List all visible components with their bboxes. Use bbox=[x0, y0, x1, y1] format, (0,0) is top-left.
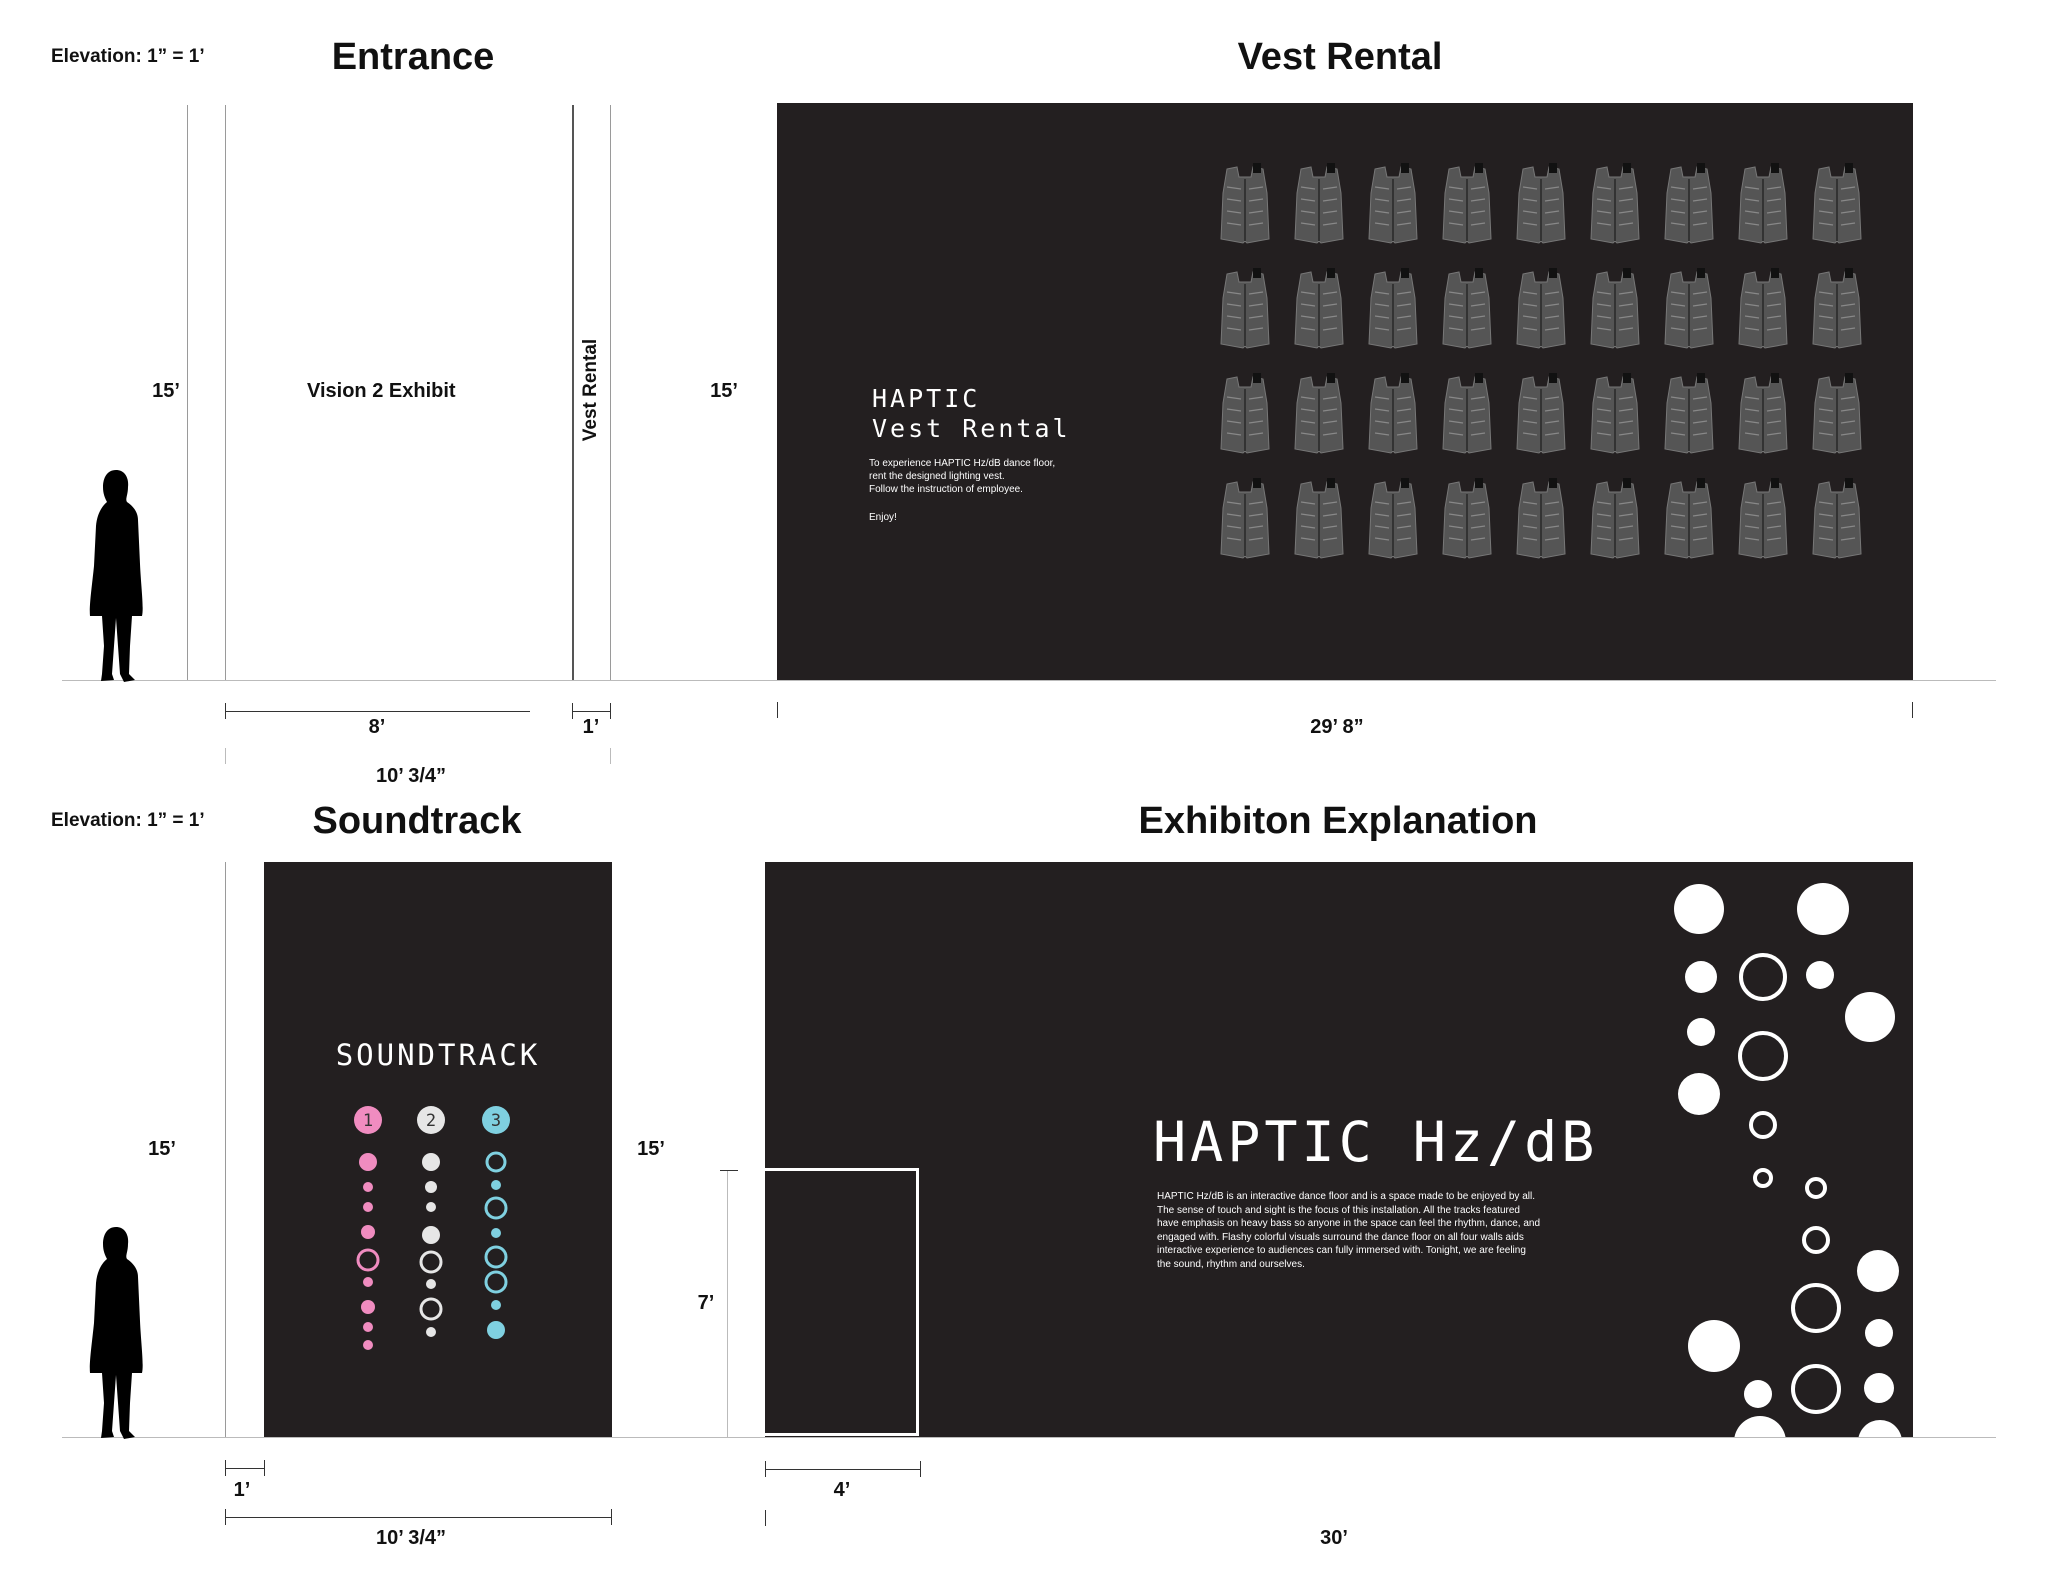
door-height-line bbox=[727, 1170, 728, 1437]
vest-icon bbox=[1291, 163, 1347, 245]
vest-icon bbox=[1587, 163, 1643, 245]
dim-tick bbox=[777, 702, 778, 718]
dim-line-8 bbox=[225, 711, 530, 712]
exhibition-explanation-wall bbox=[765, 862, 1913, 1437]
vest-icon bbox=[1735, 163, 1791, 245]
vest-icon bbox=[1809, 268, 1865, 350]
bubble-shape bbox=[1864, 1373, 1894, 1403]
track-beat-dot bbox=[426, 1327, 436, 1337]
decorative-bubbles bbox=[765, 862, 1913, 1437]
vest-icon bbox=[1513, 163, 1569, 245]
track-beat-dot bbox=[359, 1153, 377, 1171]
human-scale-silhouette-icon bbox=[86, 468, 146, 684]
vest-icon bbox=[1661, 373, 1717, 455]
wall-edge-line bbox=[187, 105, 188, 680]
track-beat-dot bbox=[487, 1153, 505, 1171]
door-height-label: 7’ bbox=[697, 1292, 715, 1314]
track-beat-dot bbox=[421, 1252, 441, 1272]
bubble-shape bbox=[1685, 961, 1717, 993]
entrance-left-line bbox=[225, 105, 226, 680]
track-beat-dot bbox=[363, 1182, 373, 1192]
ground-line-bottom bbox=[62, 1437, 1996, 1438]
vest-icon bbox=[1513, 268, 1569, 350]
height-label-explanation: 15’ bbox=[637, 1138, 665, 1160]
track-beat-dot bbox=[363, 1202, 373, 1212]
track-beat-dot bbox=[486, 1272, 506, 1292]
dim-tick bbox=[264, 1460, 265, 1476]
vest-icon bbox=[1217, 478, 1273, 560]
scale-label-bottom: Elevation: 1” = 1’ bbox=[51, 810, 205, 831]
track-beat-dot bbox=[426, 1279, 436, 1289]
ring-shape bbox=[1741, 955, 1785, 999]
bubble-shape bbox=[1744, 1380, 1772, 1408]
dim-label-8: 8’ bbox=[368, 716, 386, 738]
track-beat-dot bbox=[425, 1181, 437, 1193]
vest-icon bbox=[1365, 478, 1421, 560]
track-number-label: 2 bbox=[425, 1111, 437, 1131]
height-label-soundtrack: 15’ bbox=[148, 1138, 176, 1160]
vest-icon bbox=[1217, 373, 1273, 455]
track-beat-dot bbox=[358, 1250, 378, 1270]
vest-icon bbox=[1365, 373, 1421, 455]
dim-tick bbox=[572, 703, 573, 719]
vest-icon bbox=[1439, 373, 1495, 455]
explanation-line: engaged with. Flashy colorful visuals surround the dance floor on all four walls aids bbox=[1157, 1231, 1524, 1243]
vest-icon bbox=[1291, 373, 1347, 455]
track-number-label: 1 bbox=[362, 1111, 374, 1131]
dim-tick bbox=[765, 1461, 766, 1477]
track-number-label: 3 bbox=[490, 1111, 502, 1131]
vest-icon bbox=[1735, 478, 1791, 560]
dim-label-30: 30’ bbox=[1320, 1527, 1348, 1549]
dim-line-10-34-bottom bbox=[225, 1517, 611, 1518]
bubble-shape bbox=[1674, 884, 1724, 934]
track-beat-dot bbox=[421, 1299, 441, 1319]
vest-icon bbox=[1365, 268, 1421, 350]
vest-icon bbox=[1809, 163, 1865, 245]
soundtrack-title: Soundtrack bbox=[312, 800, 522, 842]
vest-icon bbox=[1439, 478, 1495, 560]
track-beat-dot bbox=[422, 1226, 440, 1244]
track-beat-dot bbox=[361, 1300, 375, 1314]
explanation-line: The sense of touch and sight is the focus of this installation. All the tracks featured bbox=[1157, 1204, 1520, 1216]
dim-label-10-34-top: 10’ 3/4” bbox=[375, 765, 447, 787]
scale-label-top: Elevation: 1” = 1’ bbox=[51, 46, 205, 67]
dim-tick bbox=[611, 1509, 612, 1525]
bubble-shape bbox=[1687, 1018, 1715, 1046]
vision-exhibit-label: Vision 2 Exhibit bbox=[307, 380, 456, 402]
explanation-line: the sound, rhythm and ourselves. bbox=[1157, 1258, 1305, 1270]
track-beat-dot bbox=[363, 1340, 373, 1350]
sign-body-line2: rent the designed lighting vest. bbox=[869, 471, 1005, 482]
soundtrack-heading: SOUNDTRACK bbox=[335, 1038, 541, 1072]
ground-line-top bbox=[62, 680, 1996, 681]
vest-icon bbox=[1661, 478, 1717, 560]
vest-icon bbox=[1291, 268, 1347, 350]
dim-tick bbox=[225, 703, 226, 719]
track-beat-dot bbox=[491, 1180, 501, 1190]
vest-icon bbox=[1735, 268, 1791, 350]
track-beat-dot bbox=[422, 1153, 440, 1171]
explanation-line: HAPTIC Hz/dB is an interactive dance floor and is a space made to be enjoyed by all. bbox=[1157, 1191, 1535, 1202]
dim-label-1-bottom: 1’ bbox=[233, 1479, 251, 1501]
track-beat-dot bbox=[487, 1321, 505, 1339]
track-beat-dot bbox=[363, 1322, 373, 1332]
ring-shape bbox=[1793, 1285, 1839, 1331]
ring-shape bbox=[1804, 1228, 1828, 1252]
dim-label-4: 4’ bbox=[833, 1479, 851, 1501]
track-beat-dot bbox=[491, 1300, 501, 1310]
dim-label-29-8: 29’ 8” bbox=[1310, 716, 1364, 738]
bubble-shape bbox=[1865, 1319, 1893, 1347]
vest-icon bbox=[1513, 478, 1569, 560]
bubble-shape bbox=[1845, 992, 1895, 1042]
height-label-vest-rental: 15’ bbox=[710, 380, 738, 402]
ring-shape bbox=[1751, 1113, 1775, 1137]
bubble-shape bbox=[1857, 1250, 1899, 1292]
vest-icon bbox=[1439, 268, 1495, 350]
dim-label-1-top: 1’ bbox=[582, 716, 600, 738]
sign-title-line1: HAPTIC bbox=[872, 384, 981, 413]
ring-shape bbox=[1807, 1179, 1825, 1197]
dim-line-4 bbox=[765, 1469, 920, 1470]
bubble-shape bbox=[1678, 1073, 1720, 1115]
vest-icon bbox=[1809, 373, 1865, 455]
vest-icon bbox=[1587, 373, 1643, 455]
dim-tick bbox=[225, 748, 226, 764]
ring-shape bbox=[1740, 1033, 1786, 1079]
ring-shape bbox=[1755, 1170, 1771, 1186]
track-beat-dot bbox=[486, 1198, 506, 1218]
vest-rental-vertical-label: Vest Rental bbox=[580, 338, 601, 442]
vest-icon bbox=[1439, 163, 1495, 245]
bubble-shape bbox=[1806, 961, 1834, 989]
vest-icon bbox=[1809, 478, 1865, 560]
vest-icon bbox=[1291, 478, 1347, 560]
vest-icon bbox=[1735, 373, 1791, 455]
entrance-title: Entrance bbox=[331, 36, 495, 78]
dim-line-1-top bbox=[572, 711, 610, 712]
soundtrack-left-line bbox=[225, 862, 226, 1437]
track-beat-dot bbox=[361, 1225, 375, 1239]
vest-icon bbox=[1587, 268, 1643, 350]
sign-enjoy: Enjoy! bbox=[869, 512, 897, 523]
explanation-line: have emphasis on heavy bass so anyone in the space can feel the rhythm, dance, and bbox=[1157, 1218, 1541, 1229]
dim-tick bbox=[765, 1510, 766, 1526]
dim-line-1-bottom bbox=[225, 1468, 264, 1469]
vest-rental-wall bbox=[777, 103, 1913, 680]
track-beat-dot bbox=[363, 1277, 373, 1287]
explanation-line: interactive experience to audiences can fully immersed with. Tonight, we are feeling bbox=[1157, 1245, 1526, 1256]
height-label-entrance: 15’ bbox=[152, 380, 180, 402]
track-beat-dot bbox=[426, 1202, 436, 1212]
bubble-shape bbox=[1688, 1320, 1740, 1372]
vest-grid bbox=[1217, 163, 1882, 563]
exhibition-explanation-title: Exhibiton Explanation bbox=[1138, 800, 1538, 842]
soundtrack-wall bbox=[264, 862, 612, 1437]
dim-tick bbox=[1912, 702, 1913, 718]
vest-icon bbox=[1661, 268, 1717, 350]
soundtrack-track-columns bbox=[264, 862, 612, 1437]
vest-icon bbox=[1365, 163, 1421, 245]
bubble-shape bbox=[1734, 1416, 1786, 1437]
dim-tick bbox=[225, 1460, 226, 1476]
dim-tick bbox=[720, 1170, 738, 1171]
sign-body-line3: Follow the instruction of employee. bbox=[869, 484, 1023, 495]
dim-tick bbox=[610, 703, 611, 719]
track-beat-dot bbox=[491, 1228, 501, 1238]
haptic-heading: HAPTIC Hz/dB bbox=[1153, 1110, 1599, 1174]
dim-tick bbox=[225, 1509, 226, 1525]
track-beat-dot bbox=[486, 1247, 506, 1267]
bubble-shape bbox=[1797, 883, 1849, 935]
entrance-right-line bbox=[572, 105, 574, 680]
dim-label-10-34-bottom: 10’ 3/4” bbox=[375, 1527, 447, 1549]
vest-icon bbox=[1587, 478, 1643, 560]
dim-tick bbox=[610, 748, 611, 764]
ring-shape bbox=[1793, 1366, 1839, 1412]
sign-title-line2: Vest Rental bbox=[872, 414, 1071, 443]
vest-icon bbox=[1217, 163, 1273, 245]
sign-body-line1: To experience HAPTIC Hz/dB dance floor, bbox=[869, 458, 1056, 469]
bubble-shape bbox=[1858, 1420, 1902, 1437]
vest-rental-title: Vest Rental bbox=[1237, 36, 1443, 78]
vest-icon bbox=[1513, 373, 1569, 455]
vest-icon bbox=[1661, 163, 1717, 245]
vest-rental-strip-line bbox=[610, 105, 611, 680]
human-scale-silhouette-icon bbox=[86, 1225, 146, 1441]
dim-tick bbox=[920, 1461, 921, 1477]
vest-icon bbox=[1217, 268, 1273, 350]
